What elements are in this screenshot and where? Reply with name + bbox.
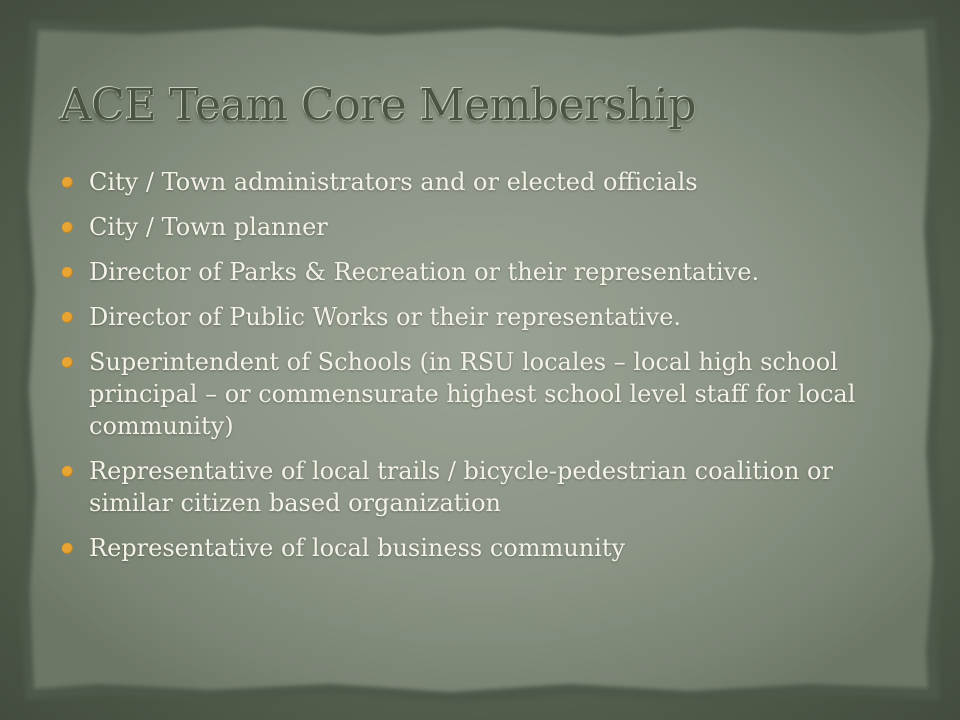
list-item [60, 256, 910, 288]
bullet-icon [62, 312, 73, 323]
list-item [60, 211, 910, 243]
bullet-text: Director of Parks & Recreation or their representative. [89, 258, 760, 286]
bullet-text: Director of Public Works or their representative. [89, 303, 682, 331]
bullet-text: Superintendent of Schools (in RSU locales – local high school principal – or commensurate highest school level staff for local community) [89, 348, 856, 440]
list-item [60, 346, 910, 442]
bullet-icon [62, 543, 73, 554]
bullet-icon [62, 177, 73, 188]
bullet-icon [62, 357, 73, 368]
bullet-text: Representative of local trails / bicycle-pedestrian coalition or similar citizen based organization [89, 457, 833, 517]
slide-title: ACE Team Core Membership [60, 80, 696, 131]
list-item [60, 166, 910, 198]
bullet-text: Representative of local business community [89, 534, 626, 562]
bullet-icon [62, 222, 73, 233]
list-item [60, 455, 910, 519]
bullet-list [60, 166, 910, 577]
bullet-icon [62, 267, 73, 278]
bullet-text: City / Town planner [89, 213, 328, 241]
bullet-text: City / Town administrators and or elected officials [89, 168, 698, 196]
list-item [60, 532, 910, 564]
bullet-icon [62, 466, 73, 477]
list-item [60, 301, 910, 333]
